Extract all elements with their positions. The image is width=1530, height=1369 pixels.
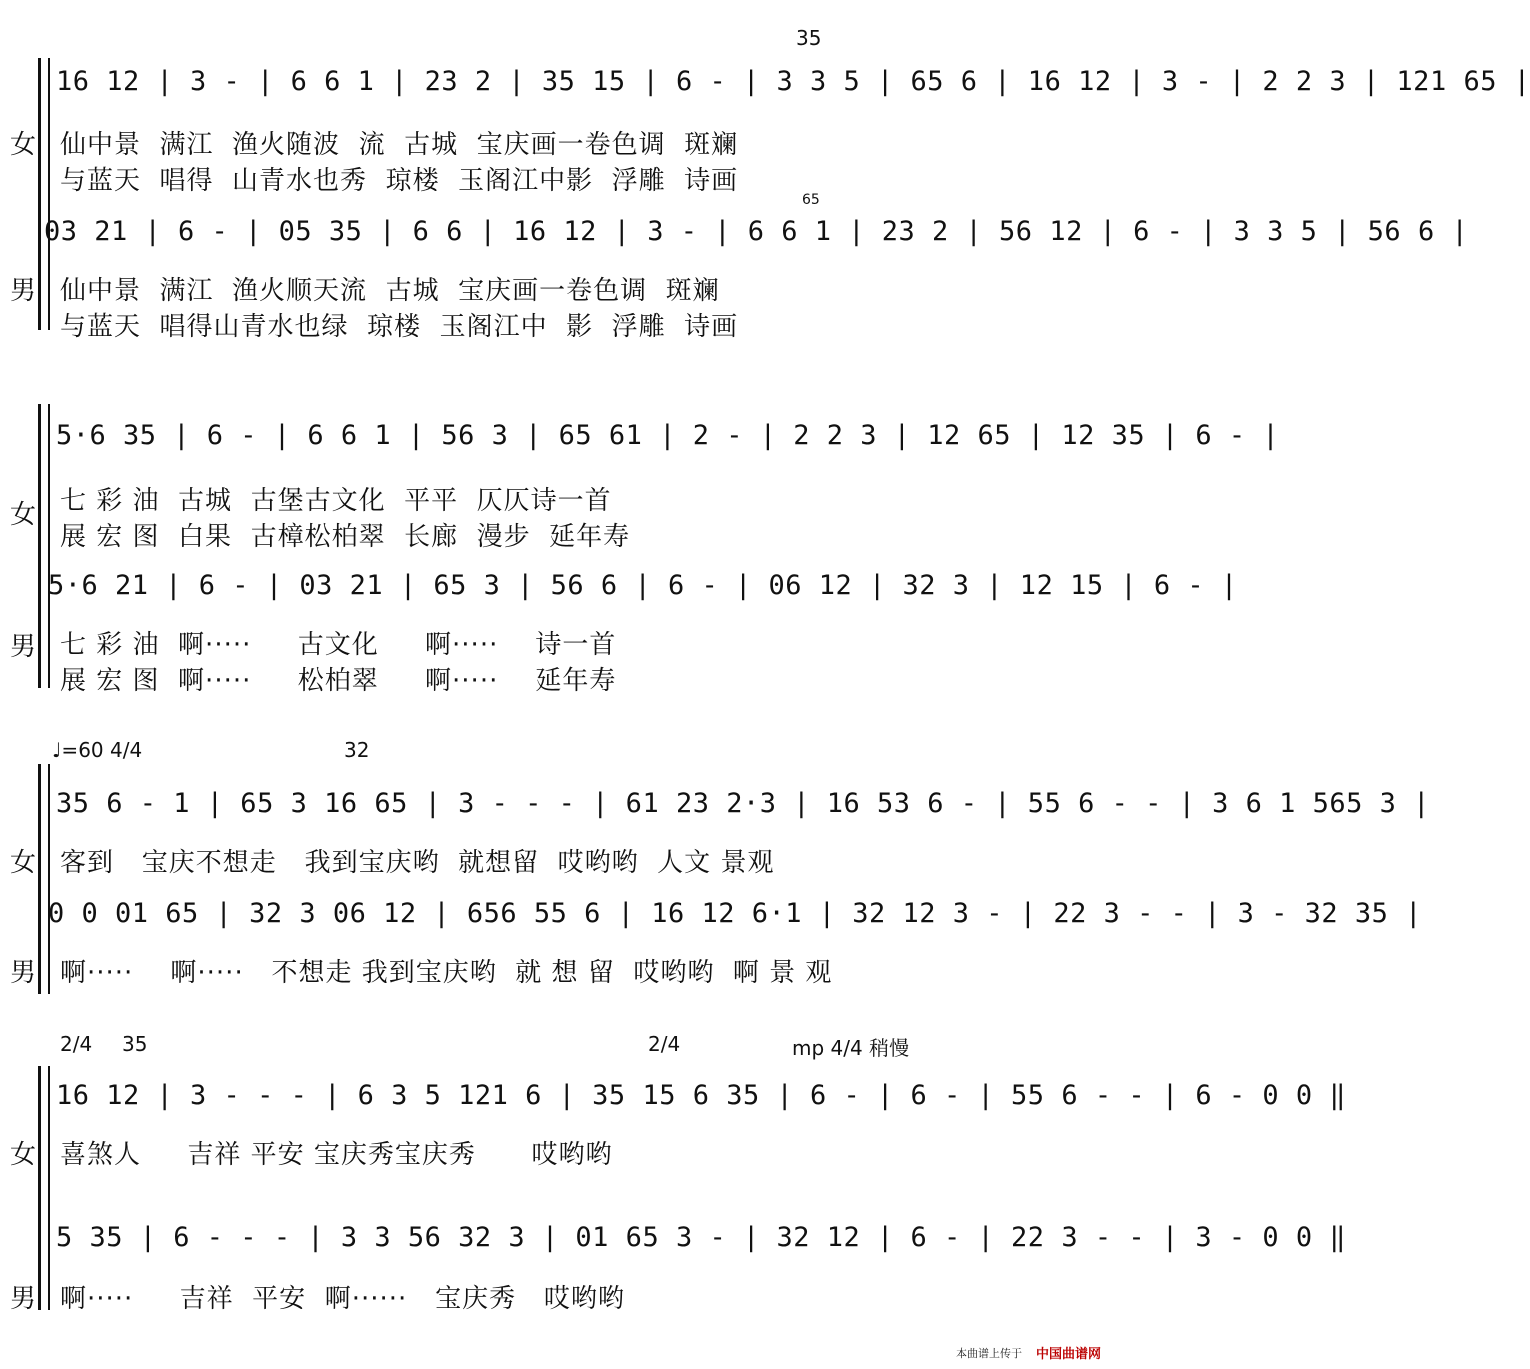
system4-male-label: 男 bbox=[10, 1284, 37, 1314]
footer-site-logo: 中国曲谱网 bbox=[1036, 1347, 1102, 1362]
system3-male-notes: 0 0 01 65 | 32 3 06 12 | 656 55 6 | 16 12 6·1 | 32 12 3 - | 22 3 - - | 3 - 32 35 | bbox=[48, 898, 1422, 929]
system1-female-notes: 16 12 | 3 - | 6 6 1 | 23 2 | 35 15 | 6 - | 3 3 5 | 65 6 | 16 12 | 3 - | 2 2 3 | 121 65 | bbox=[56, 66, 1530, 97]
system3-male-lyric: 啊····· 啊····· 不想走 我到宝庆哟 就 想 留 哎哟哟 啊 景 观 bbox=[60, 958, 833, 988]
system3-left-bar bbox=[48, 764, 50, 994]
system4-male-notes: 5 35 | 6 - - - | 3 3 56 32 3 | 01 65 3 - | 32 12 | 6 - | 22 3 - - | 3 - 0 0 ‖ bbox=[56, 1222, 1347, 1253]
system1-male-label: 男 bbox=[10, 276, 37, 306]
system4-female-lyric: 喜煞人 吉祥 平安 宝庆秀宝庆秀 哎哟哟 bbox=[60, 1140, 613, 1170]
system3-female-notes: 35 6 - 1 | 65 3 16 65 | 3 - - - | 61 23 2·3 | 16 53 6 - | 55 6 - - | 3 6 1 565 3 | bbox=[56, 788, 1430, 819]
footer-upload-text: 本曲谱上传于 bbox=[956, 1347, 1022, 1360]
system2-brace bbox=[38, 404, 41, 688]
system1-male-mark: 65 bbox=[802, 192, 820, 208]
system3-female-lyric: 客到 宝庆不想走 我到宝庆哟 就想留 哎哟哟 人文 景观 bbox=[60, 848, 775, 878]
system4-left-bar bbox=[48, 1066, 50, 1310]
system1-male-lyric1: 仙中景 满江 渔火顺天流 古城 宝庆画一卷色调 斑斓 bbox=[60, 276, 720, 306]
system1-left-bar bbox=[48, 58, 50, 330]
system2-female-notes: 5·6 35 | 6 - | 6 6 1 | 56 3 | 65 61 | 2 - | 2 2 3 | 12 65 | 12 35 | 6 - | bbox=[56, 420, 1280, 451]
system2-male-lyric2: 展 宏 图 啊····· 松柏翠 啊····· 延年寿 bbox=[60, 666, 617, 696]
system3-female-mark: 32 bbox=[344, 738, 370, 762]
system2-male-notes: 5·6 21 | 6 - | 03 21 | 65 3 | 56 6 | 6 - | 06 12 | 32 3 | 12 15 | 6 - | bbox=[48, 570, 1238, 601]
system1-brace bbox=[38, 58, 41, 330]
system4-female-notes: 16 12 | 3 - - - | 6 3 5 121 6 | 35 15 6 35 | 6 - | 6 - | 55 6 - - | 6 - 0 0 ‖ bbox=[56, 1080, 1347, 1111]
system4-expression: mp 4/4 稍慢 bbox=[792, 1036, 910, 1060]
system1-female-lyric2: 与蓝天 唱得 山青水也秀 琼楼 玉阁江中影 浮雕 诗画 bbox=[60, 166, 739, 196]
system2-female-lyric2: 展 宏 图 白果 古樟松柏翠 长廊 漫步 延年寿 bbox=[60, 522, 631, 552]
system3-brace bbox=[38, 764, 41, 994]
system1-male-notes: 03 21 | 6 - | 05 35 | 6 6 | 16 12 | 3 - | 6 6 1 | 23 2 | 56 12 | 6 - | 3 3 5 | 56 6 | bbox=[44, 216, 1469, 247]
system2-male-label: 男 bbox=[10, 632, 37, 662]
system1-female-label: 女 bbox=[10, 130, 37, 160]
system2-male-lyric1: 七 彩 油 啊····· 古文化 啊····· 诗一首 bbox=[60, 630, 617, 660]
system2-left-bar bbox=[48, 404, 50, 688]
system4-male-lyric: 啊····· 吉祥 平安 啊······ 宝庆秀 哎哟哟 bbox=[60, 1284, 625, 1314]
system1-male-lyric2: 与蓝天 唱得山青水也绿 琼楼 玉阁江中 影 浮雕 诗画 bbox=[60, 312, 739, 342]
system2-female-label: 女 bbox=[10, 500, 37, 530]
system3-female-label: 女 bbox=[10, 848, 37, 878]
system4-time-sig-1: 2/4 bbox=[60, 1032, 93, 1056]
system1-female-lyric1: 仙中景 满江 渔火随波 流 古城 宝庆画一卷色调 斑斓 bbox=[60, 130, 739, 160]
system4-mark-35: 35 bbox=[122, 1032, 148, 1056]
system3-male-label: 男 bbox=[10, 958, 37, 988]
system2-female-lyric1: 七 彩 油 古城 古堡古文化 平平 仄仄诗一首 bbox=[60, 486, 612, 516]
system4-female-label: 女 bbox=[10, 1140, 37, 1170]
system1-female-mark: 35 bbox=[796, 26, 822, 50]
system4-time-sig-2: 2/4 bbox=[648, 1032, 681, 1056]
system4-brace bbox=[38, 1066, 41, 1310]
system3-tempo: ♩=60 4/4 bbox=[52, 738, 143, 762]
